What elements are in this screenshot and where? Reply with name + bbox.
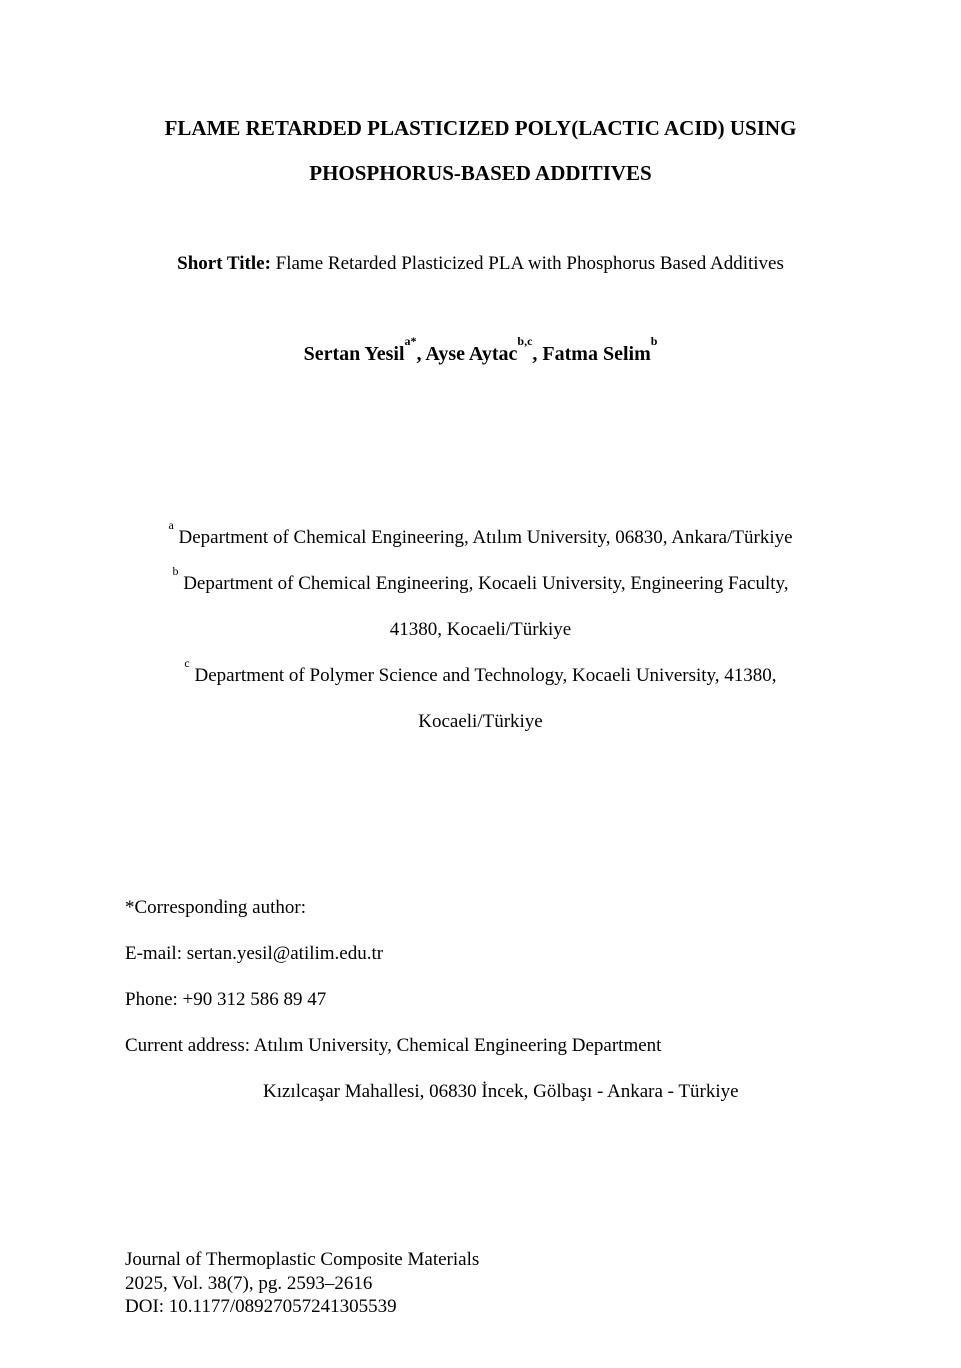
affiliation-c-line-2: Kocaeli/Türkiye bbox=[418, 711, 543, 732]
author-3 bbox=[542, 334, 658, 365]
author-1-affiliation-mark: a* bbox=[404, 334, 417, 349]
author-2-affiliation-mark: b,c bbox=[517, 334, 533, 349]
short-title-label: Short Title: bbox=[177, 253, 271, 274]
author-separator: , bbox=[416, 343, 426, 365]
corresponding-author-address-line-1: Current address: Atılım University, Chemical Engineering Department bbox=[125, 1035, 662, 1056]
affiliation-c-text: Department of Polymer Science and Technology, Kocaeli University, 41380, bbox=[189, 665, 777, 686]
journal-citation-block bbox=[125, 1248, 479, 1319]
journal-doi: DOI: 10.1177/08927057241305539 bbox=[125, 1296, 397, 1317]
author-1 bbox=[303, 334, 426, 365]
author-2-name: Ayse Aytac bbox=[425, 343, 518, 365]
author-2 bbox=[425, 334, 543, 365]
author-separator: , bbox=[532, 343, 543, 365]
corresponding-author-heading: *Corresponding author: bbox=[125, 897, 307, 918]
affiliation-b-line-2: 41380, Kocaeli/Türkiye bbox=[389, 619, 572, 640]
journal-volume-pages: 2025, Vol. 38(7), pg. 2593–2616 bbox=[125, 1272, 373, 1294]
affiliation-b-text: Department of Chemical Engineering, Kocaeli University, Engineering Faculty, bbox=[178, 573, 789, 594]
author-3-affiliation-mark: b bbox=[650, 334, 658, 349]
short-title-text: Flame Retarded Plasticized PLA with Phosphorus Based Additives bbox=[270, 253, 784, 274]
author-3-name: Fatma Selim bbox=[542, 343, 651, 365]
corresponding-author-phone: Phone: +90 312 586 89 47 bbox=[125, 989, 327, 1010]
affiliation-a-text: Department of Chemical Engineering, Atılım University, 06830, Ankara/Türkiye bbox=[173, 527, 793, 548]
affiliation-c-line-1 bbox=[0, 655, 961, 687]
author-1-name: Sertan Yesil bbox=[303, 343, 405, 365]
affiliation-a-mark: a bbox=[168, 517, 174, 532]
paper-title-line-1: FLAME RETARDED PLASTICIZED POLY(LACTIC ACID) USING bbox=[164, 116, 797, 140]
affiliation-a bbox=[0, 517, 961, 549]
affiliation-b-mark: b bbox=[172, 563, 179, 578]
journal-name: Journal of Thermoplastic Composite Materials bbox=[125, 1249, 480, 1270]
author-byline bbox=[0, 334, 961, 366]
corresponding-author-email: E-mail: sertan.yesil@atilim.edu.tr bbox=[125, 943, 384, 964]
affiliation-b-line-1 bbox=[0, 563, 961, 595]
affiliation-c-mark: c bbox=[184, 655, 190, 670]
paper-title-line-2: PHOSPHORUS-BASED ADDITIVES bbox=[309, 161, 652, 185]
corresponding-author-address-line-2: Kızılcaşar Mahallesi, 06830 İncek, Gölbaşı - Ankara - Türkiye bbox=[263, 1081, 739, 1102]
short-title-line bbox=[0, 253, 961, 275]
